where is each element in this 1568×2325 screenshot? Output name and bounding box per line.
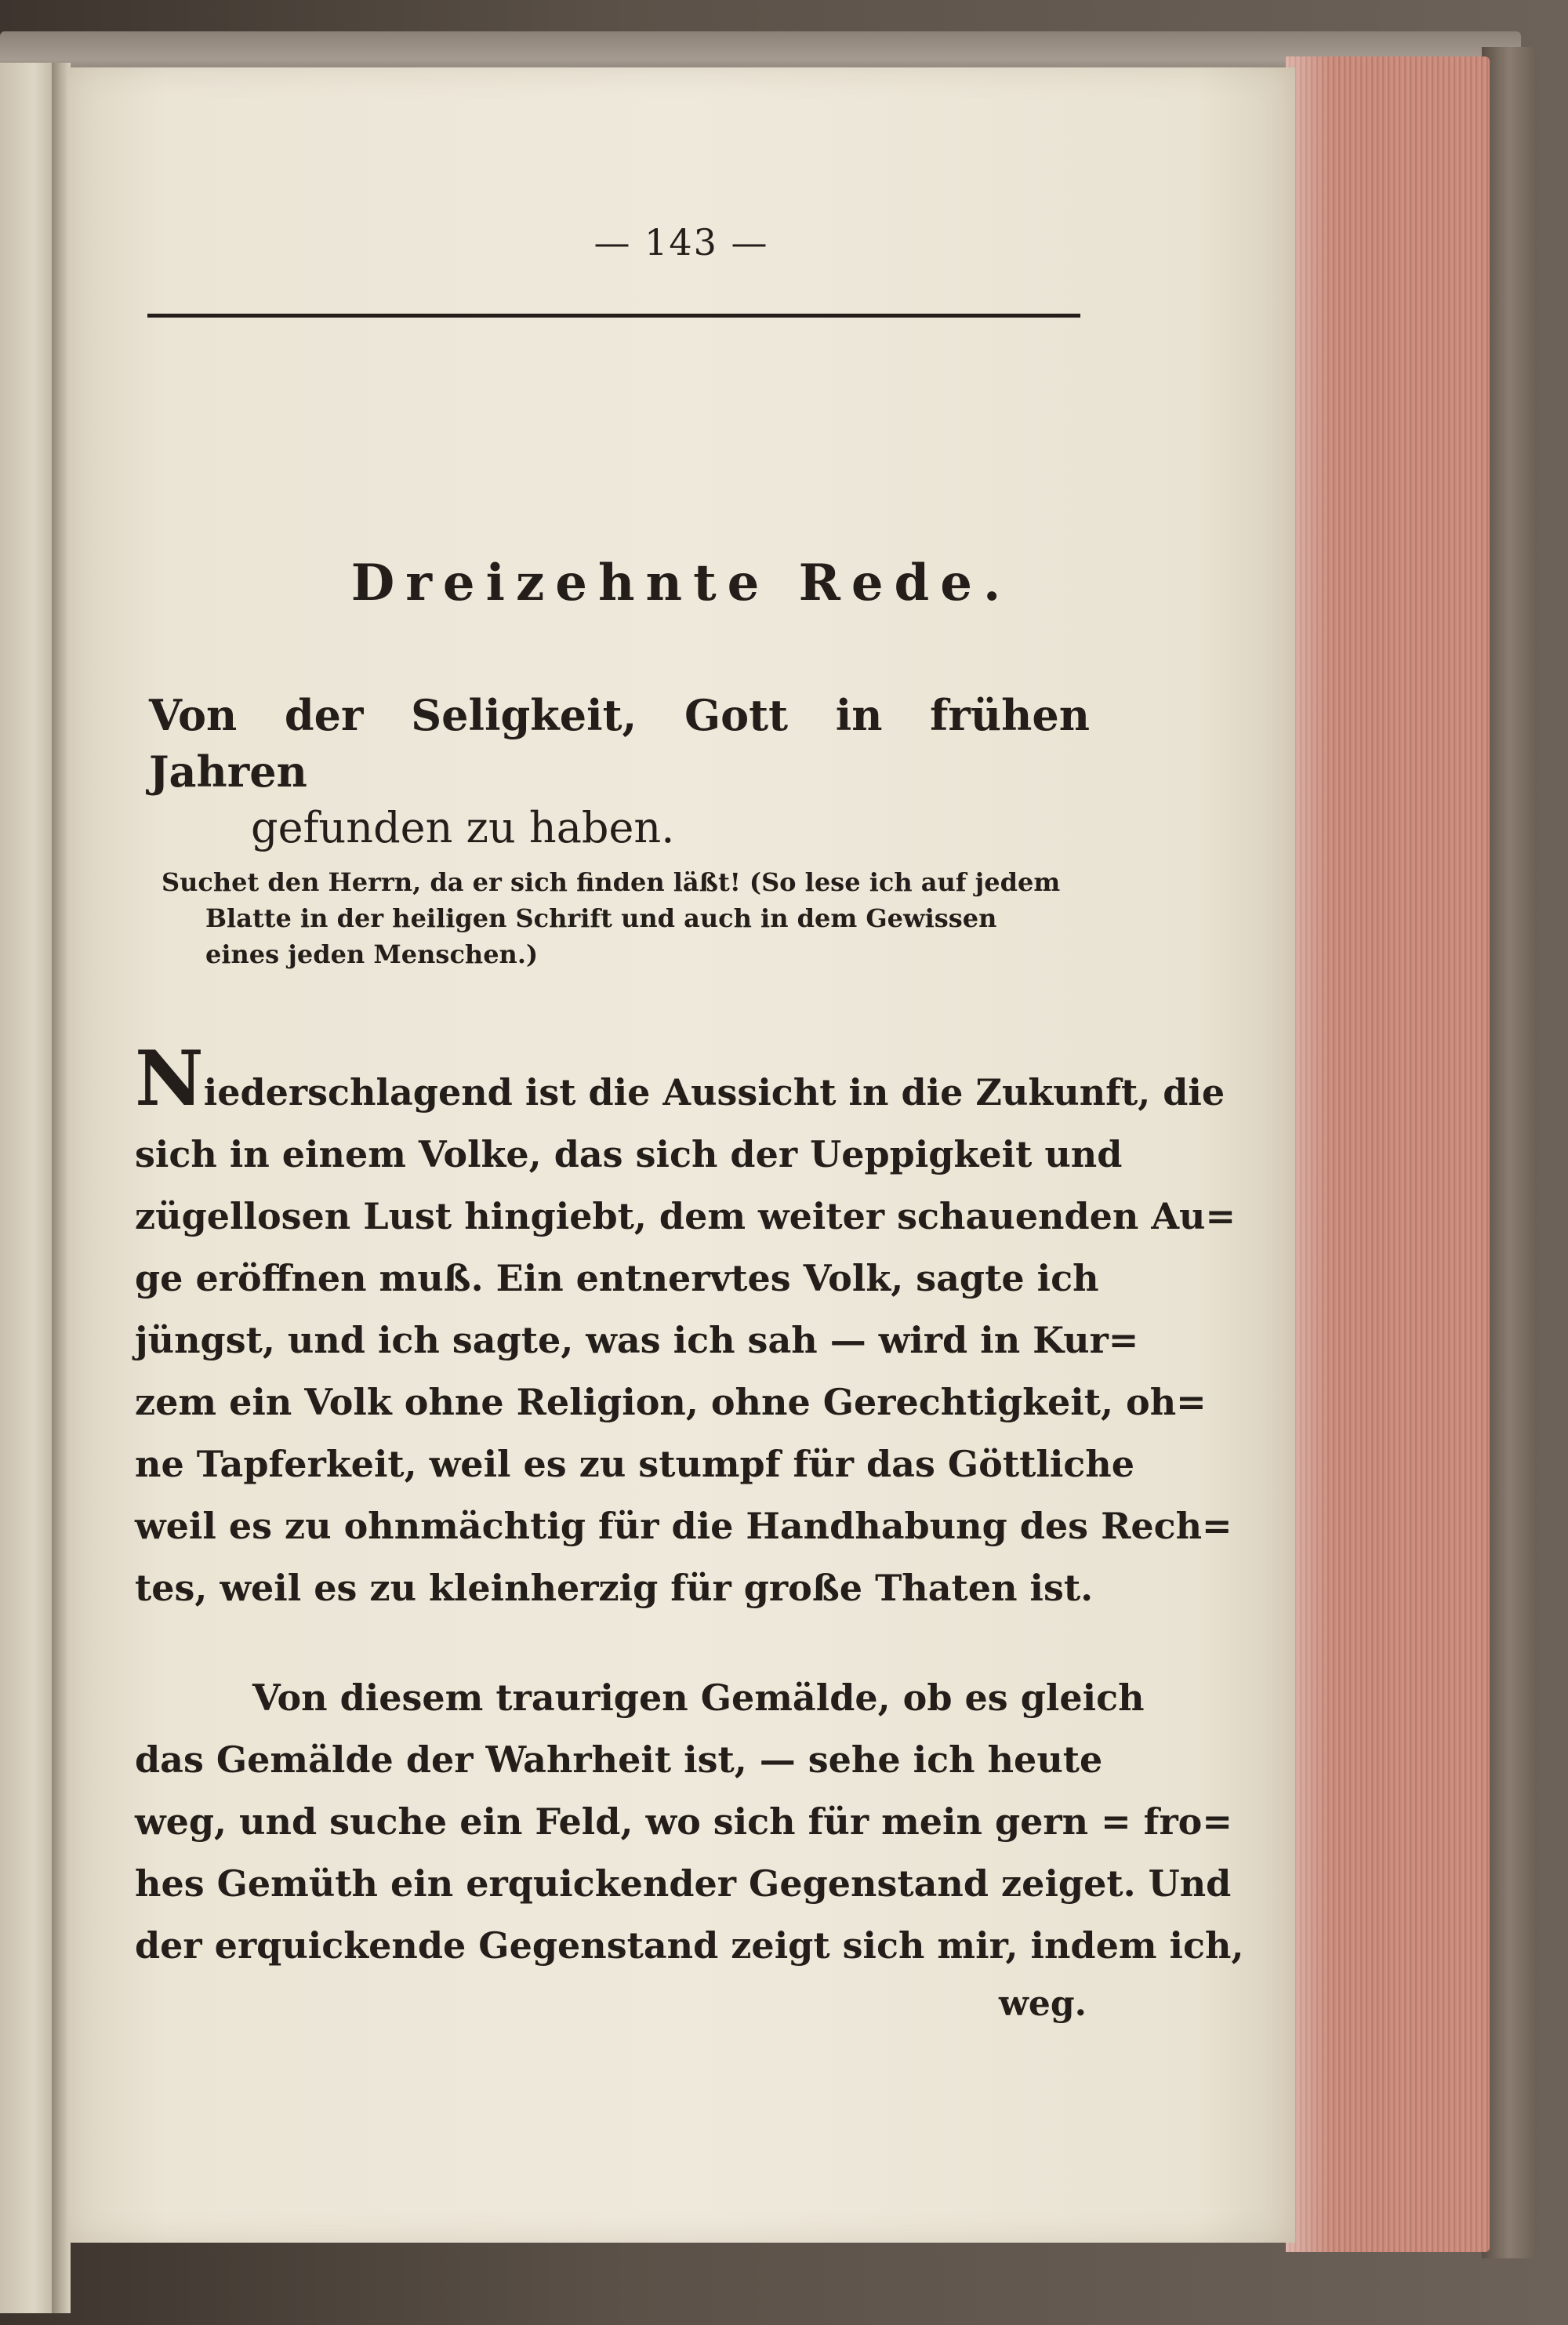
- subtitle-line: Von der Seligkeit, Gott in frühen Jahren: [149, 690, 1090, 797]
- motto-line: Suchet den Herrn, da er sich finden läßt! (So lese ich auf jedem: [162, 867, 1061, 897]
- paragraph-line: zem ein Volk ohne Religion, ohne Gerechtigkeit, oh=: [135, 1381, 1207, 1423]
- left-page-edge: [0, 63, 56, 2313]
- paragraph-line: hes Gemüth ein erquickender Gegenstand zeiget. Und: [135, 1862, 1232, 1905]
- paragraph-line: zügellosen Lust hingiebt, dem weiter schauenden Au=: [135, 1195, 1236, 1237]
- motto-line: Blatte in der heiligen Schrift und auch in dem Gewissen: [205, 903, 997, 933]
- drop-cap: N: [135, 1034, 204, 1123]
- page-number: — 143 —: [593, 221, 769, 263]
- paragraph-line: weil es zu ohnmächtig für die Handhabung des Rech=: [135, 1505, 1232, 1547]
- paragraph-line: jüngst, und ich sagte, was ich sah — wird in Kur=: [135, 1319, 1139, 1361]
- paragraph-line: ge eröffnen muß. Ein entnervtes Volk, sagte ich: [135, 1257, 1099, 1299]
- paragraph-line: das Gemälde der Wahrheit ist, — sehe ich heute: [135, 1738, 1103, 1781]
- catchword: weg.: [999, 1984, 1087, 2024]
- paragraph-2: [135, 1667, 1244, 1977]
- paragraph-line: weg, und suche ein Feld, wo sich für mein gern = fro=: [135, 1800, 1232, 1843]
- paragraph-line: tes, weil es zu kleinherzig für große Thaten ist.: [135, 1567, 1094, 1609]
- paragraph-1: [135, 1034, 1236, 1619]
- paragraph-line: Von diesem traurigen Gemälde, ob es gleich: [252, 1677, 1145, 1719]
- chapter-subtitle: [149, 687, 1090, 856]
- subtitle-line: gefunden zu haben.: [251, 803, 675, 852]
- motto-quote: [162, 864, 1083, 972]
- book-board-edge: [1482, 47, 1537, 2258]
- page-text: [67, 67, 1295, 2243]
- paragraph-line: sich in einem Volke, das sich der Ueppigkeit und: [135, 1133, 1123, 1175]
- paragraph-line: ne Tapferkeit, weil es zu stumpf für das Göttliche: [135, 1443, 1135, 1485]
- motto-line: eines jeden Menschen.): [205, 939, 539, 969]
- paragraph-line-text: iederschlagend ist die Aussicht in die Zukunft, die: [203, 1071, 1225, 1113]
- paragraph-line: [135, 1034, 1225, 1124]
- book-page: [67, 67, 1295, 2243]
- header-rule: [147, 314, 1080, 318]
- chapter-title: Dreizehnte Rede.: [350, 554, 1012, 612]
- paragraph-line: der erquickende Gegenstand zeigt sich mir, indem ich,: [135, 1924, 1244, 1967]
